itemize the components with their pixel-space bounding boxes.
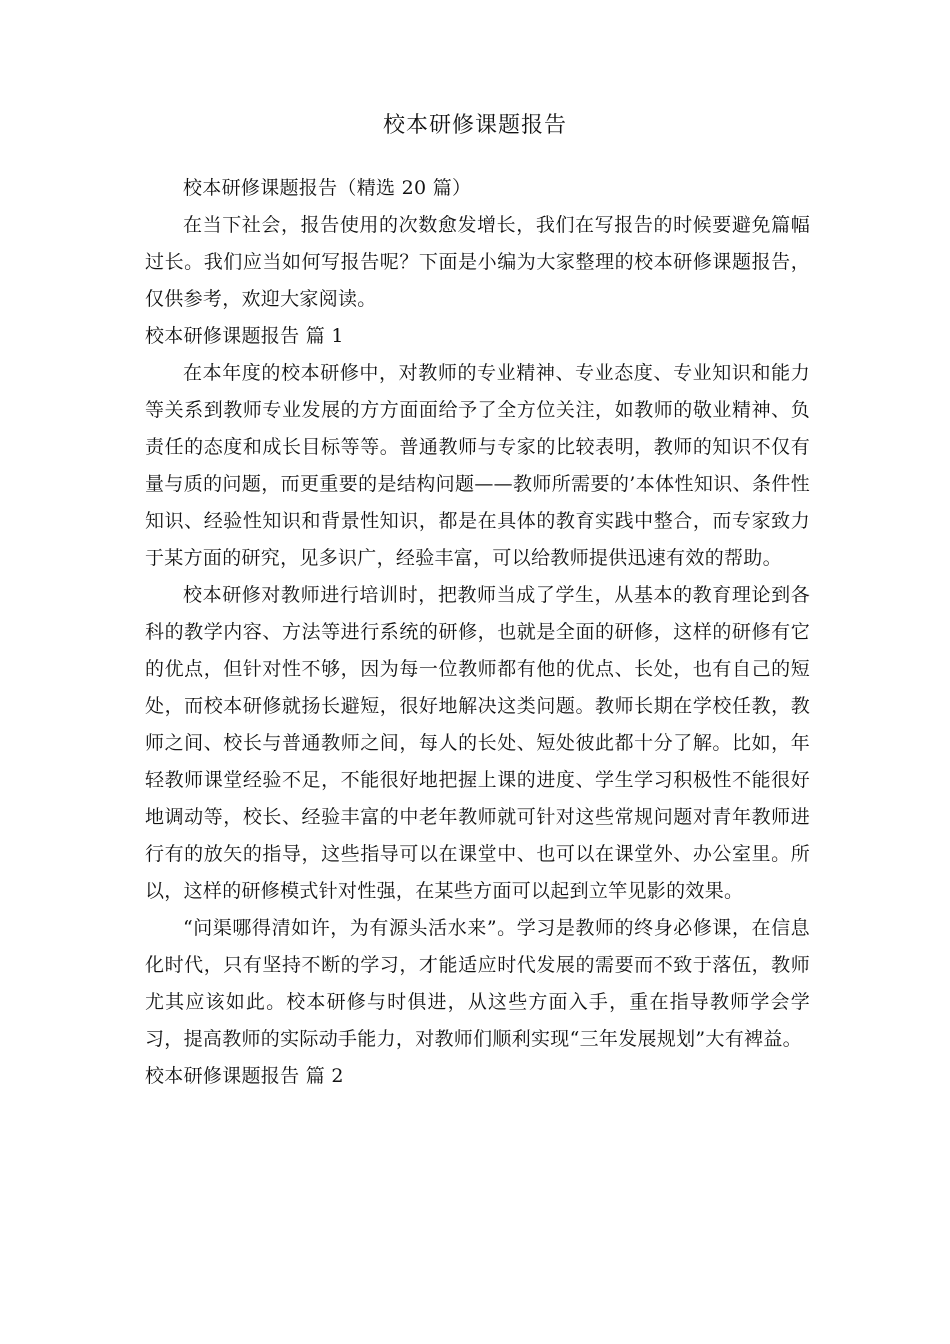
document-subtitle: 校本研修课题报告（精选 20 篇） <box>183 177 472 199</box>
intro-paragraph: 在当下社会，报告使用的次数愈发增长，我们在写报告的时候要避免篇幅过长。我们应当如何写报告呢？下面是小编为大家整理的校本研修课题报告，仅供参考，欢迎大家阅读。 <box>145 214 810 310</box>
section-heading-1: 校本研修课题报告 篇 1 <box>145 325 344 347</box>
section1-paragraph-3: “问渠哪得清如许，为有源头活水来”。学习是教师的终身必修课，在信息化时代，只有坚持不断的学习，才能适应时代发展的需要而不致于落伍，教师尤其应该如此。校本研修与时俱进，从这些方面入手，重在指导教师学会学习，提高教师的实际动手能力，对教师们顺利实现“三年发展规划”大有裨益。 <box>145 917 810 1050</box>
document-title: 校本研修课题报告 <box>382 113 567 138</box>
section1-paragraph-2: 校本研修对教师进行培训时，把教师当成了学生，从基本的教育理论到各科的教学内容、方法等进行系统的研修，也就是全面的研修，这样的研修有它的优点，但针对性不够，因为每一位教师都有他的优点、长处，也有自己的短处，而校本研修就扬长避短，很好地解决这类问题。教师长期在学校任教，教师之间、校长与普通教师之间，每人的长处、短处彼此都十分了解。比如，年轻教师课堂经验不足，不能很好地把握上课的进度、学生学习积极性不能很好地调动等，校长、经验丰富的中老年教师就可针对这些常规问题对青年教师进行有的放矢的指导，这些指导可以在课堂中、也可以在课堂外、办公室里。所以，这样的研修模式针对性强，在某些方面可以起到立竿见影的效果。 <box>145 584 810 902</box>
document-body <box>145 170 810 1095</box>
section-heading-2: 校本研修课题报告 篇 2 <box>145 1065 344 1087</box>
section1-paragraph-1: 在本年度的校本研修中，对教师的专业精神、专业态度、专业知识和能力等关系到教师专业发展的方方面面给予了全方位关注，如教师的敬业精神、负责任的态度和成长目标等等。普通教师与专家的比较表明，教师的知识不仅有量与质的问题，而更重要的是结构问题——教师所需要的’本体性知识、条件性知识、经验性知识和背景性知识，都是在具体的教育实践中整合，而专家致力于某方面的研究，见多识广，经验丰富，可以给教师提供迅速有效的帮助。 <box>145 362 810 569</box>
